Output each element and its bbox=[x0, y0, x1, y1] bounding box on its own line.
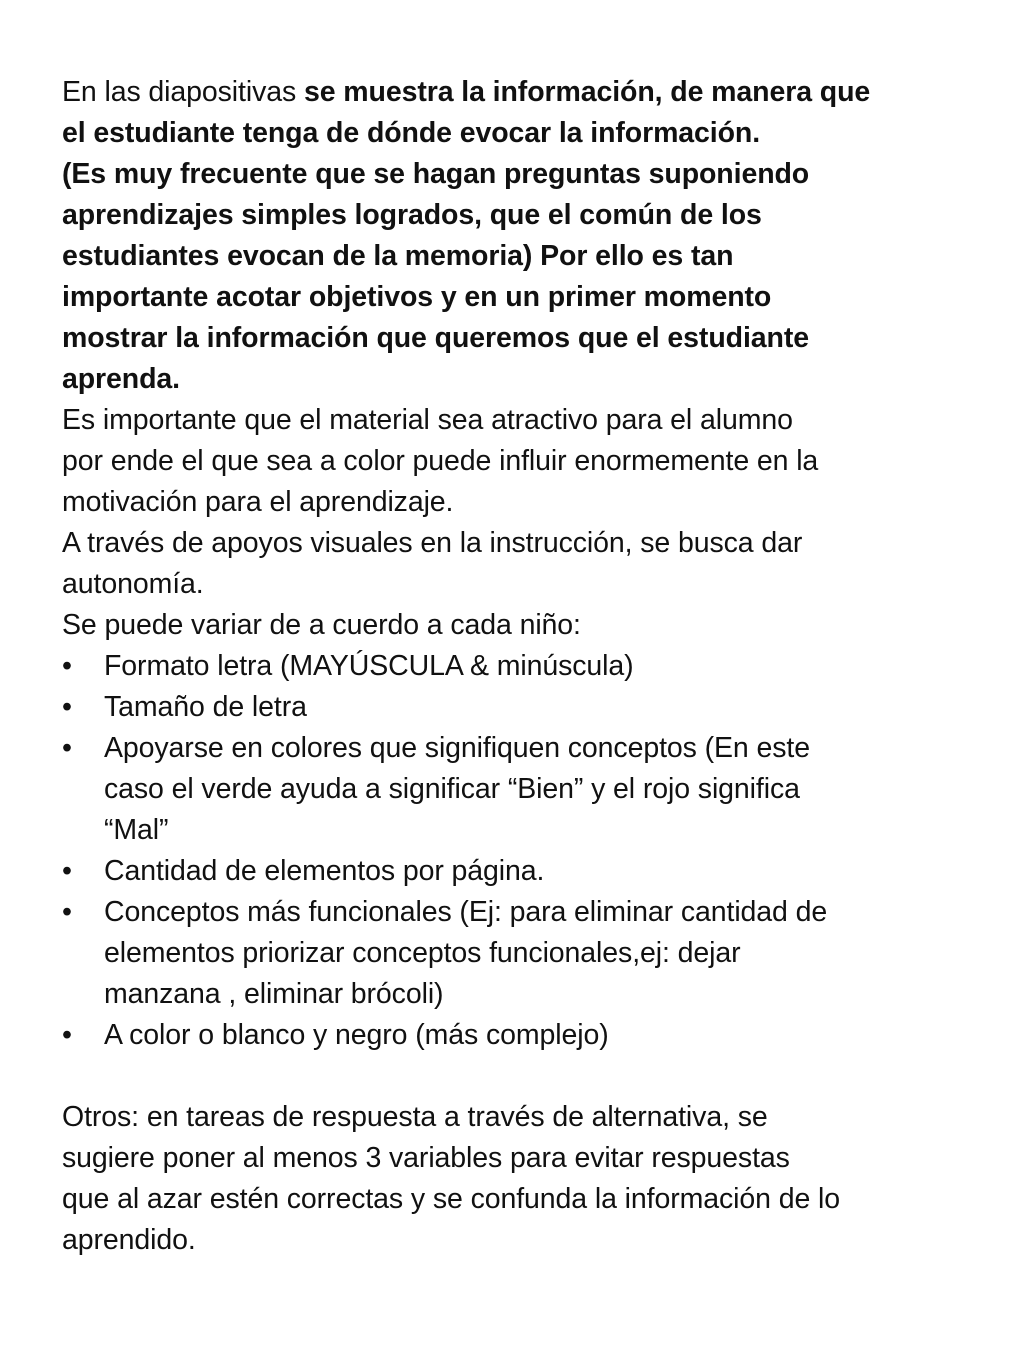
bullet-icon: • bbox=[62, 650, 72, 682]
autonomy-paragraph bbox=[62, 523, 962, 605]
bullet-item bbox=[62, 892, 962, 1015]
bullet-line: Cantidad de elementos por página. bbox=[104, 855, 545, 887]
bullet-icon: • bbox=[62, 732, 72, 764]
others-line-4: aprendido. bbox=[62, 1224, 196, 1256]
bullet-item bbox=[62, 851, 962, 892]
bullet-item bbox=[62, 687, 962, 728]
bullet-line: caso el verde ayuda a significar “Bien” y el rojo significa bbox=[104, 773, 800, 805]
motivation-line-2: por ende el que sea a color puede influir enormemente en la bbox=[62, 445, 819, 477]
bullet-line: Tamaño de letra bbox=[104, 691, 307, 723]
list-intro: Se puede variar de a cuerdo a cada niño: bbox=[62, 609, 581, 641]
motivation-line-3: motivación para el aprendizaje. bbox=[62, 486, 454, 518]
bullet-line: Formato letra (MAYÚSCULA & minúscula) bbox=[104, 650, 634, 682]
others-line-3: que al azar estén correctas y se confunda la información de lo bbox=[62, 1183, 840, 1215]
intro-line-7: mostrar la información que queremos que el estudiante bbox=[62, 322, 809, 354]
bullet-icon: • bbox=[62, 691, 72, 723]
bullet-line: elementos priorizar conceptos funcionales,ej: dejar bbox=[104, 937, 741, 969]
autonomy-line-1: A través de apoyos visuales en la instrucción, se busca dar bbox=[62, 527, 803, 559]
slide-text-body bbox=[62, 72, 962, 1261]
bullet-line: manzana , eliminar brócoli) bbox=[104, 978, 444, 1010]
bullet-line: “Mal” bbox=[104, 814, 169, 846]
intro-line-1-normal: En las diapositivas bbox=[62, 76, 304, 108]
intro-line-6: importante acotar objetivos y en un primer momento bbox=[62, 281, 772, 313]
intro-line-8: aprenda. bbox=[62, 363, 180, 395]
intro-line-1 bbox=[62, 72, 962, 113]
bullet-item bbox=[62, 1015, 962, 1056]
blank-line-spacer bbox=[62, 1056, 962, 1097]
bullet-item bbox=[62, 646, 962, 687]
intro-line-1-bold: se muestra la información, de manera que bbox=[303, 76, 871, 108]
intro-line-4: aprendizajes simples logrados, que el común de los bbox=[62, 199, 762, 231]
bullet-item bbox=[62, 728, 962, 851]
bullet-line: Conceptos más funcionales (Ej: para eliminar cantidad de bbox=[104, 896, 828, 928]
motivation-paragraph bbox=[62, 400, 962, 523]
intro-line-5: estudiantes evocan de la memoria) Por ello es tan bbox=[62, 240, 734, 272]
adaptation-bullet-list bbox=[62, 646, 962, 1056]
others-line-1: Otros: en tareas de respuesta a través de alternativa, se bbox=[62, 1101, 768, 1133]
intro-line-3: (Es muy frecuente que se hagan preguntas suponiendo bbox=[62, 158, 810, 190]
bullet-icon: • bbox=[62, 855, 72, 887]
bullet-icon: • bbox=[62, 1019, 72, 1051]
intro-paragraph bbox=[62, 72, 962, 400]
bullet-icon: • bbox=[62, 896, 72, 928]
motivation-line-1: Es importante que el material sea atractivo para el alumno bbox=[62, 404, 793, 436]
others-line-2: sugiere poner al menos 3 variables para evitar respuestas bbox=[62, 1142, 790, 1174]
others-paragraph bbox=[62, 1097, 962, 1261]
intro-line-2: el estudiante tenga de dónde evocar la información. bbox=[62, 117, 761, 149]
autonomy-line-2: autonomía. bbox=[62, 568, 204, 600]
bullet-line: A color o blanco y negro (más complejo) bbox=[104, 1019, 609, 1051]
bullet-line: Apoyarse en colores que signifiquen conceptos (En este bbox=[104, 732, 810, 764]
